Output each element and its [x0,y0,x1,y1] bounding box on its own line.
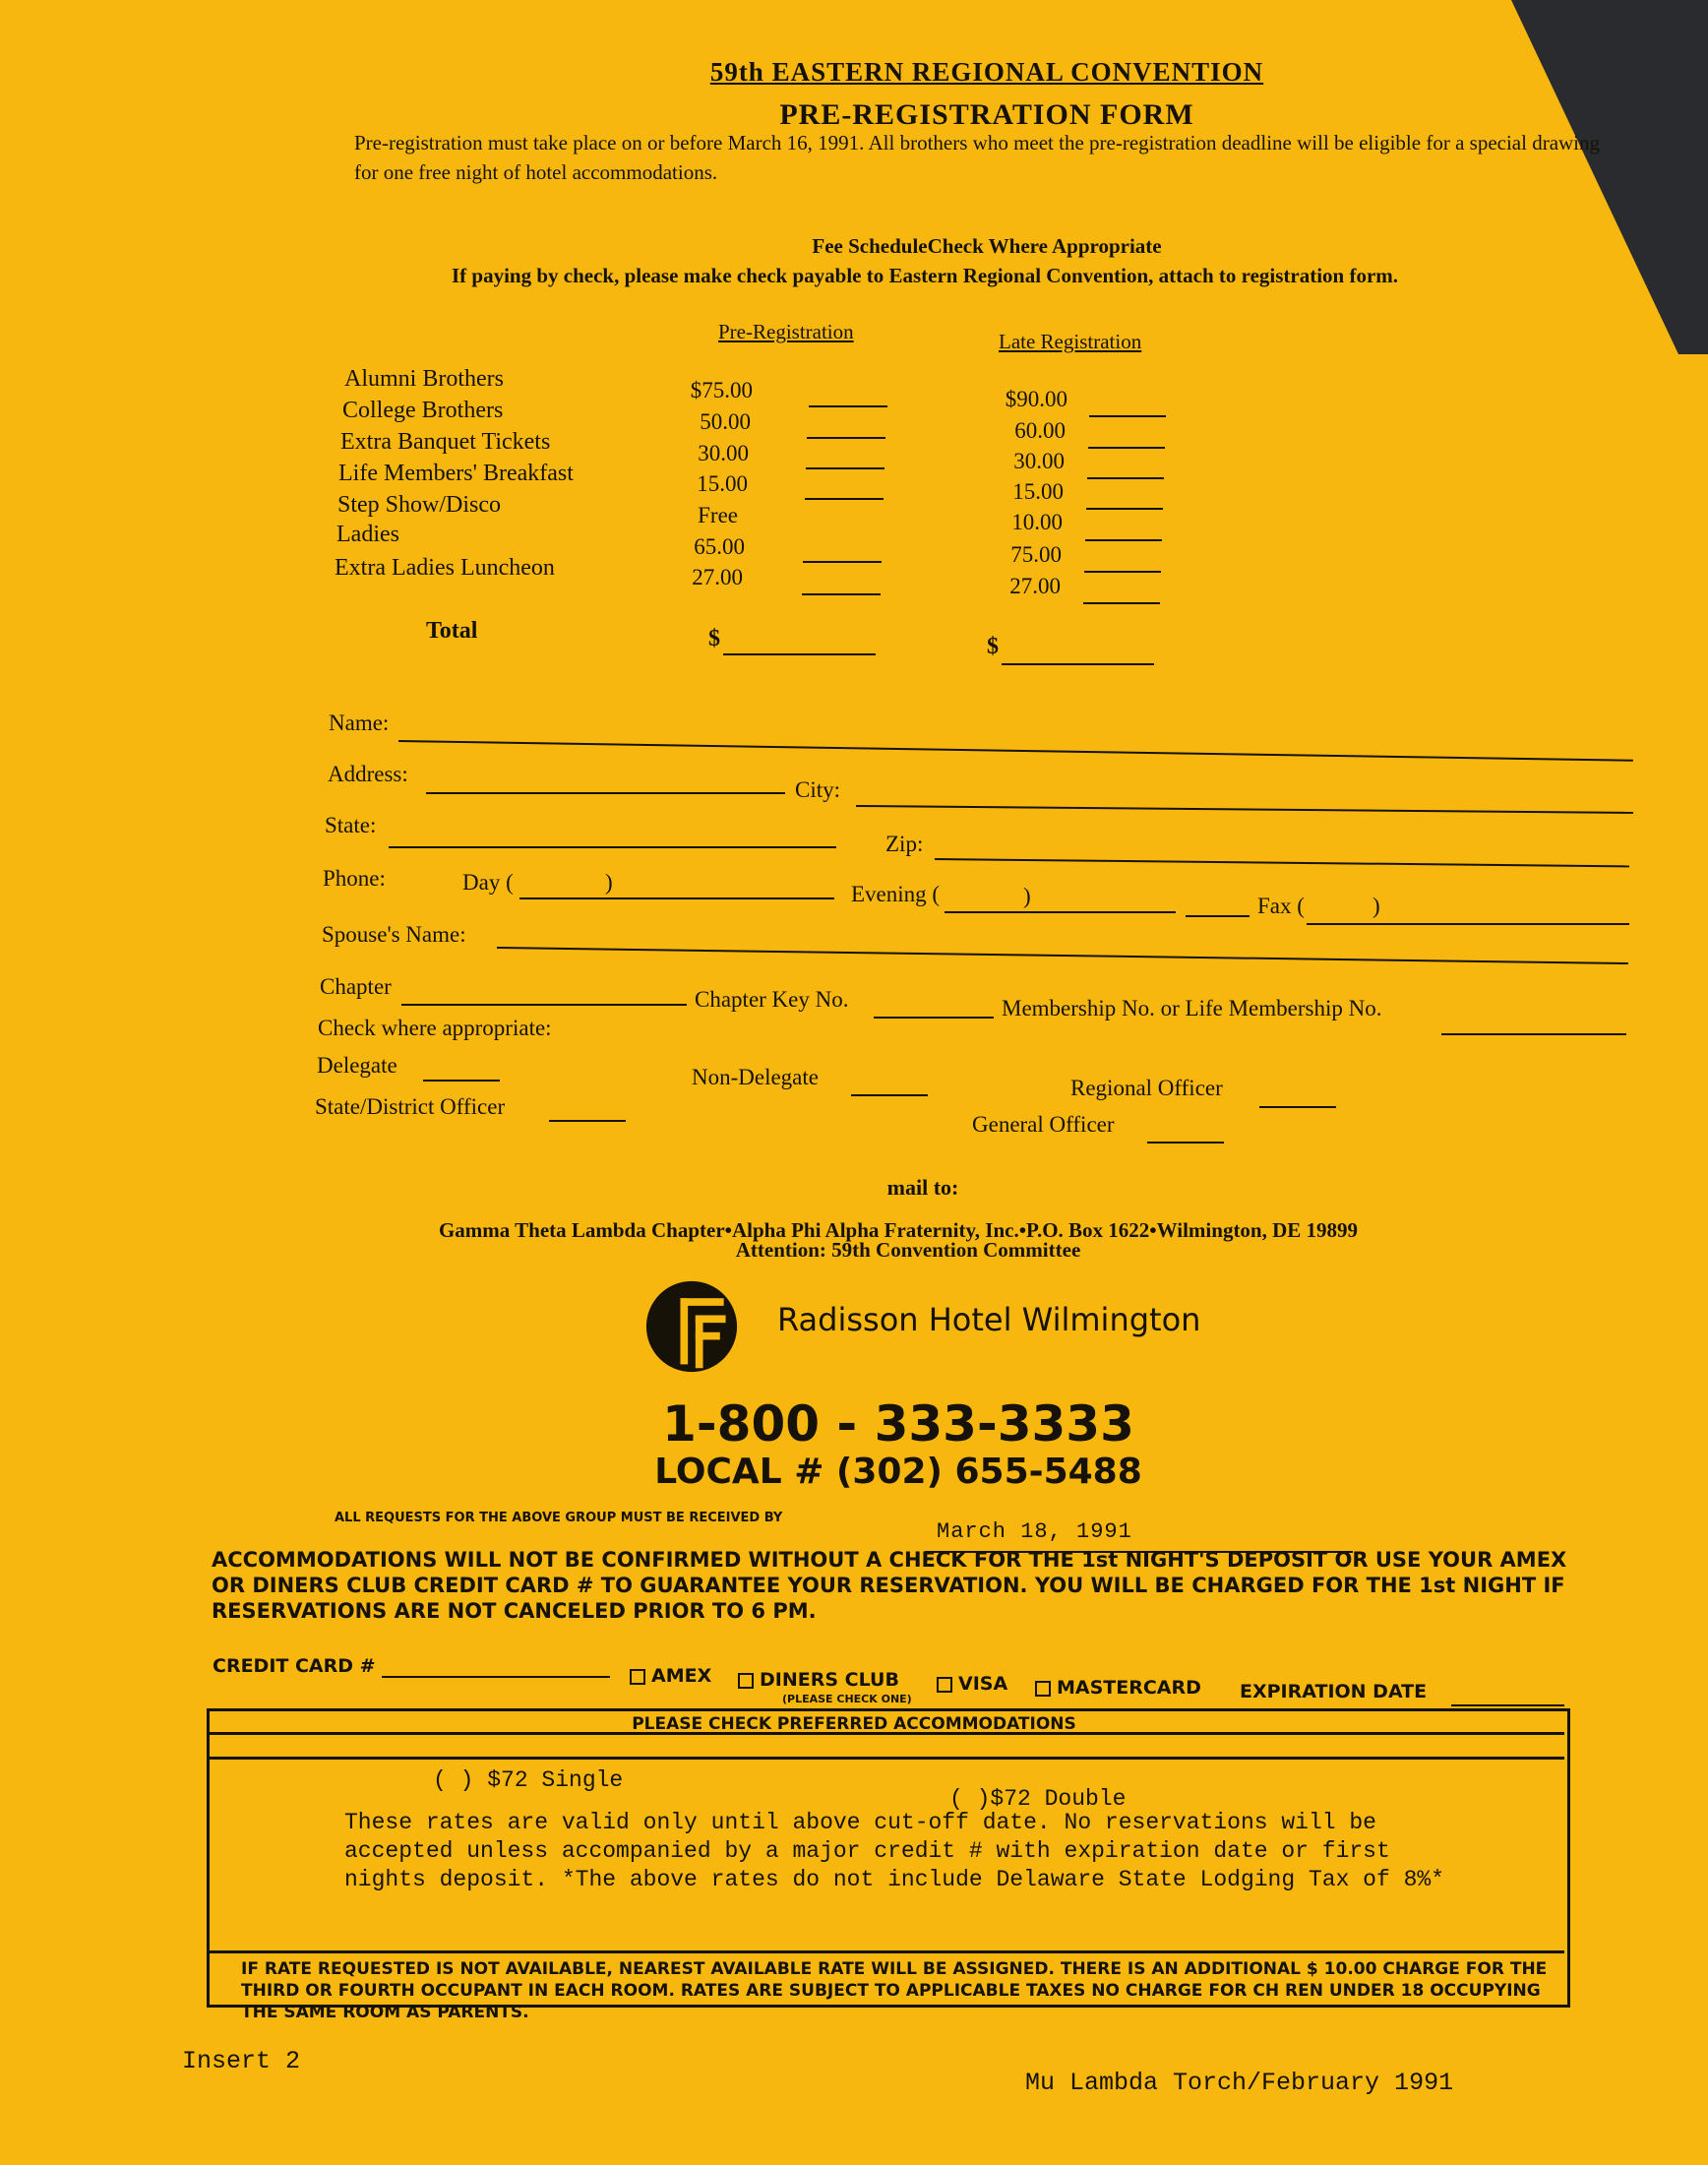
mastercard-option[interactable]: MASTERCARD [1035,1677,1201,1699]
diners-club-option[interactable]: DINERS CLUB [738,1669,899,1691]
amex-option[interactable]: AMEX [630,1665,711,1687]
chapter-label: Chapter [320,974,392,999]
fee-pre-value: 30.00 [698,441,749,465]
rate-footnote: IF RATE REQUESTED IS NOT AVAILABLE, NEAREST AVAILABLE RATE WILL BE ASSIGNED. THERE IS AN ADDITIONAL $ 10.00 CHARGE FOR THE THIRD OR FOURTH OCCUPANT IN EACH ROOM. RATES ARE SUBJECT TO APPLICABLE TAXES NO CHARGE FOR CH REN UNDER 18 OCCUPYING THE SAME ROOM AS PARENTS. [241,1959,1548,2022]
fee-late-value: 27.00 [1009,574,1061,598]
insert-label: Insert 2 [182,2047,301,2075]
fee-late-value: 15.00 [1012,479,1064,504]
fee-pre-value: $75.00 [690,378,753,402]
fee-pre-value: 65.00 [694,534,745,559]
late-blank[interactable] [1083,602,1160,604]
non-delegate-label: Non-Delegate [692,1065,819,1089]
fee-late-value: 30.00 [1013,449,1065,473]
membership-label: Membership No. or Life Membership No. [1002,996,1382,1021]
chapter-key-field[interactable] [874,1017,994,1019]
address-label: Address: [328,762,408,786]
credit-card-field[interactable] [382,1676,610,1678]
credit-card-label: CREDIT CARD # [213,1655,376,1677]
chapter-field[interactable] [401,1004,687,1006]
pre-blank[interactable] [806,467,884,469]
pre-blank[interactable] [803,561,882,563]
day-paren-close: ) [605,870,613,895]
fee-late-value: 75.00 [1010,542,1062,567]
mail-to-label: mail to: [886,1175,959,1200]
late-blank[interactable] [1085,539,1162,541]
zip-field[interactable] [935,858,1629,867]
intro-text: Pre-registration must take place on or before March 16, 1991. All brothers who meet the pre-registration deadline will be eligible for a special drawing for one free night of hotel accommodations. [354,131,1601,184]
total-pre-currency: $ [708,626,720,651]
mail-address: Gamma Theta Lambda Chapter•Alpha Phi Alpha Fraternity, Inc.•P.O. Box 1622•Wilmington, DE 19899 [438,1218,1359,1242]
fee-pre-value: 27.00 [692,565,743,589]
col-header-late: Late Registration [999,330,1142,353]
late-blank[interactable] [1086,508,1163,510]
city-label: City: [795,777,841,802]
single-room-option[interactable]: ( ) $72 Single [433,1767,624,1793]
evening-paren-close: ) [1023,884,1031,908]
fee-label: Step Show/Disco [337,492,502,518]
city-field[interactable] [856,805,1633,814]
requests-label: ALL REQUESTS FOR THE ABOVE GROUP MUST BE RECEIVED BY [335,1511,783,1525]
non-delegate-checkbox[interactable] [851,1094,928,1096]
fee-label: Extra Ladies Luncheon [335,555,555,581]
expiration-field[interactable] [1451,1704,1564,1706]
rates-note: These rates are valid only until above cut-off date. No reservations will be accepted unless accompanied by a major credit # with expiration date or first nights deposit. *The above rates do not include Delaware State Lodging Tax of 8%* [344,1810,1444,1892]
evening-ext-field[interactable] [1186,915,1250,917]
deadline-value: March 18, 1991 [937,1519,1132,1544]
evening-phone-field[interactable] [945,911,1176,913]
mail-attention: Attention: 59th Convention Committee [735,1238,1081,1262]
delegate-label: Delegate [317,1053,397,1078]
pre-blank[interactable] [802,593,881,595]
preferred-accommodations-heading: PLEASE CHECK PREFERRED ACCOMMODATIONS [632,1714,1076,1734]
hotel-phone: 1-800 - 333-3333 [662,1395,1134,1453]
fee-pre-value: Free [698,503,738,527]
expiration-label: EXPIRATION DATE [1240,1681,1428,1702]
check-payable-note: If paying by check, please make check payable to Eastern Regional Convention, attach to registration form. [451,264,1399,287]
hotel-name: Radisson Hotel Wilmington [777,1301,1201,1338]
chapter-key-label: Chapter Key No. [695,987,849,1012]
general-officer-label: General Officer [972,1112,1115,1137]
form-title: 59th EASTERN REGIONAL CONVENTION [709,57,1264,87]
fee-label: Extra Banquet Tickets [340,429,551,455]
form-subtitle: PRE-REGISTRATION FORM [779,98,1194,131]
accommodations-footer-divider [207,1950,1564,1953]
general-officer-checkbox[interactable] [1147,1142,1224,1144]
check-where-label: Check where appropriate: [318,1016,552,1040]
fax-label: Fax ( [1257,894,1305,918]
fee-pre-value: 15.00 [697,471,748,496]
state-officer-checkbox[interactable] [549,1120,626,1122]
state-officer-label: State/District Officer [315,1094,506,1119]
checkbox-icon [937,1677,952,1693]
regional-officer-checkbox[interactable] [1259,1106,1336,1108]
pre-blank[interactable] [805,498,884,500]
total-pre-blank[interactable] [723,653,876,655]
accommodations-header-divider [207,1757,1564,1760]
late-blank[interactable] [1088,447,1165,449]
fee-label: Alumni Brothers [344,366,504,392]
confirmation-warning: ACCOMMODATIONS WILL NOT BE CONFIRMED WITHOUT A CHECK FOR THE 1st NIGHT'S DEPOSIT OR USE YOUR AMEX OR DINERS CLUB CREDIT CARD # TO GUARANTEE YOUR RESERVATION. YOU WILL BE CHARGED FOR THE 1st NIGHT IF RESERVATIONS ARE NOT CANCELED PRIOR TO 6 PM. [212,1548,1567,1623]
name-field[interactable] [398,740,1633,762]
double-room-option[interactable]: ( )$72 Double [949,1786,1127,1812]
checkbox-icon [630,1669,645,1685]
state-field[interactable] [389,846,836,848]
delegate-checkbox[interactable] [423,1080,500,1082]
fee-late-value: $90.00 [1005,387,1068,411]
fee-late-value: 10.00 [1011,510,1063,534]
fee-schedule-heading: Fee ScheduleCheck Where Appropriate [812,234,1162,258]
total-label: Total [426,618,478,644]
total-late-currency: $ [987,634,999,659]
spouse-label: Spouse's Name: [322,922,466,947]
please-check-one: (PLEASE CHECK ONE) [782,1693,912,1705]
regional-officer-label: Regional Officer [1070,1076,1223,1100]
pre-blank[interactable] [807,437,885,439]
publication-label: Mu Lambda Torch/February 1991 [1025,2069,1454,2097]
fax-paren-close: ) [1372,894,1380,918]
late-blank[interactable] [1089,415,1166,417]
name-label: Name: [329,711,390,735]
total-late-blank[interactable] [1002,663,1154,665]
pre-blank[interactable] [809,405,887,407]
fee-label: College Brothers [342,398,504,423]
day-phone-label: Day ( [462,870,514,895]
state-label: State: [325,813,377,837]
evening-phone-label: Evening ( [851,882,941,906]
spouse-field[interactable] [497,947,1628,964]
late-blank[interactable] [1087,477,1164,479]
fee-pre-value: 50.00 [700,409,751,434]
membership-field[interactable] [1441,1033,1626,1035]
hotel-local-phone: LOCAL # (302) 655-5488 [654,1452,1142,1492]
fee-label: Ladies [336,522,399,547]
address-field[interactable] [426,792,785,794]
checkbox-icon [1035,1681,1051,1697]
radisson-logo-icon [644,1279,739,1374]
checkbox-icon [738,1673,754,1689]
zip-label: Zip: [885,832,924,856]
fee-late-value: 60.00 [1014,418,1066,443]
fax-field[interactable] [1307,923,1629,925]
phone-label: Phone: [323,866,386,891]
day-phone-field[interactable] [519,897,834,899]
visa-option[interactable]: VISA [937,1673,1007,1695]
fee-label: Life Members' Breakfast [338,461,574,486]
col-header-pre: Pre-Registration [718,320,854,343]
late-blank[interactable] [1084,571,1161,573]
